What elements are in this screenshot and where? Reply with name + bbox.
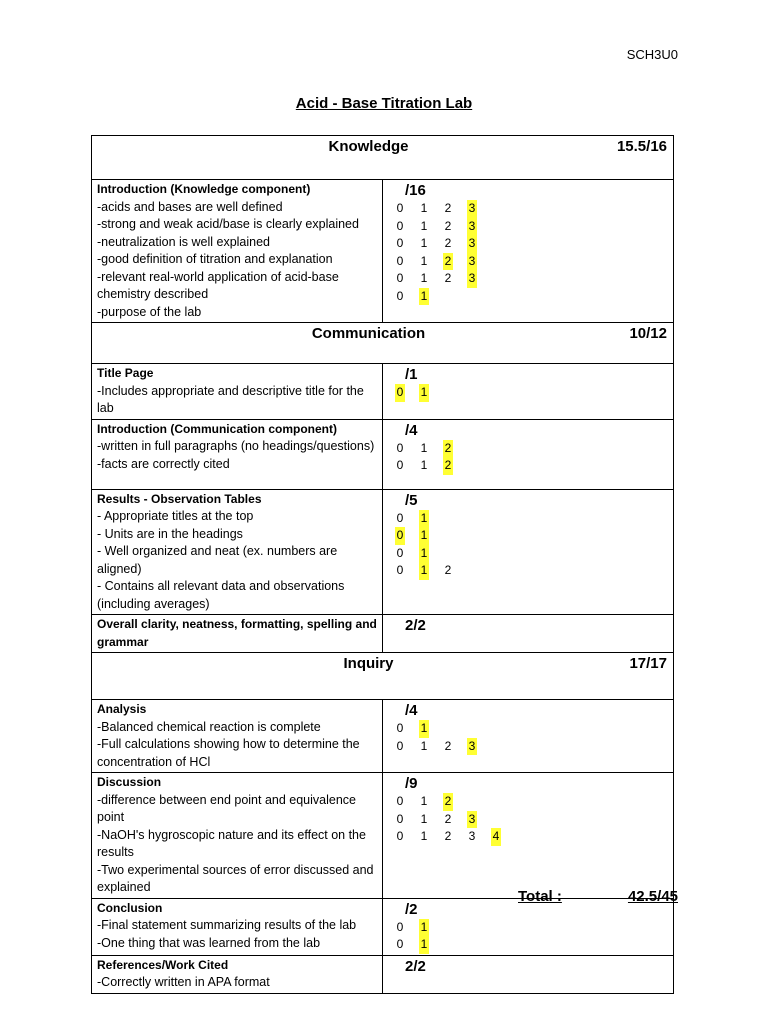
score-scale (383, 545, 673, 563)
score-option: 1 (420, 829, 428, 843)
criterion-item: -good definition of titration and explanation (97, 252, 333, 266)
score-scale (383, 793, 673, 811)
score-option: 1 (420, 440, 428, 455)
score-option: 2 (444, 218, 452, 233)
score-option: 3 (467, 270, 477, 288)
criterion-max-score: /16 (405, 182, 426, 199)
criterion-heading: Analysis (97, 702, 147, 716)
score-scale (383, 936, 673, 954)
score-scale (383, 457, 673, 475)
score-option: 2 (443, 457, 453, 475)
criterion-row (92, 700, 674, 773)
score-scale (383, 288, 673, 306)
score-option: 0 (396, 201, 404, 215)
score-option: 1 (419, 936, 429, 954)
criterion-item: -Final statement summarizing results of the lab (97, 918, 357, 932)
section-name: Knowledge (328, 138, 409, 155)
score-option: 3 (467, 235, 477, 253)
score-option: 0 (396, 794, 404, 808)
criterion-heading: Results - Observation Tables (97, 491, 262, 506)
criterion-item: -Correctly written in APA format (97, 975, 270, 989)
score-option: 1 (420, 738, 428, 753)
score-scale (383, 384, 673, 402)
score-option: 3 (468, 829, 476, 843)
score-scale (383, 720, 673, 738)
score-scale (383, 235, 673, 253)
score-option: 0 (396, 271, 404, 285)
score-option: 0 (396, 829, 404, 843)
criterion-heading: Title Page (97, 366, 154, 380)
criterion-row (92, 898, 674, 955)
score-option: 3 (467, 218, 477, 236)
score-scale (383, 828, 673, 846)
score-option: 3 (467, 253, 477, 271)
score-option: 1 (419, 527, 429, 545)
score-option: 0 (396, 545, 404, 560)
score-option: 4 (491, 828, 501, 846)
criterion-item: -neutralization is well explained (97, 234, 271, 249)
score-option: 0 (396, 253, 404, 268)
score-option: 2 (444, 271, 452, 285)
score-option: 1 (419, 510, 429, 528)
criterion-row (92, 773, 674, 899)
score-option: 3 (467, 811, 477, 829)
score-scale (383, 510, 673, 528)
score-option: 2 (444, 563, 452, 577)
criterion-item: -Balanced chemical reaction is complete (97, 719, 321, 734)
criterion-item: -relevant real-world application of acid-base chemistry described (97, 269, 339, 301)
criterion-item: -purpose of the lab (97, 304, 202, 319)
score-option: 0 (396, 563, 404, 577)
score-option: 0 (396, 440, 404, 455)
score-option: 1 (419, 720, 429, 738)
score-option: 1 (420, 218, 428, 233)
criterion-max-score: 2/2 (405, 617, 426, 634)
section-score: 15.5/16 (616, 138, 667, 155)
score-option: 2 (444, 201, 452, 215)
criterion-item: -strong and weak acid/base is clearly explained (97, 217, 359, 231)
score-option: 2 (444, 829, 452, 843)
score-scale (383, 738, 673, 756)
score-option: 2 (443, 440, 453, 458)
score-scale (383, 919, 673, 937)
score-option: 2 (444, 236, 452, 250)
criterion-row (92, 615, 674, 653)
score-option: 0 (396, 458, 404, 472)
criterion-item: - Well organized and neat (ex. numbers are aligned) (97, 544, 338, 576)
criterion-max-score: /5 (405, 491, 418, 509)
course-code: SCH3U0 (626, 47, 678, 62)
score-option: 0 (396, 236, 404, 250)
score-scale (383, 527, 673, 545)
score-option: 1 (420, 201, 428, 215)
criterion-max-score: /4 (405, 702, 418, 719)
criterion-item: -facts are correctly cited (97, 456, 230, 471)
score-option: 1 (419, 545, 429, 563)
score-option: 3 (467, 738, 477, 756)
score-option: 1 (419, 288, 429, 306)
criterion-item: -Includes appropriate and descriptive title for the lab (97, 383, 364, 415)
criterion-item: -NaOH's hygroscopic nature and its effect on the results (97, 827, 366, 859)
score-scale (383, 253, 673, 271)
criterion-item: - Contains all relevant data and observations (including averages) (97, 579, 345, 611)
score-option: 0 (396, 937, 404, 951)
criterion-row (92, 180, 674, 323)
section-score: 10/12 (629, 325, 667, 342)
score-option: 0 (396, 721, 404, 735)
criterion-item: -difference between end point and equivalence point (97, 792, 356, 824)
criterion-max-score: /9 (405, 775, 418, 792)
score-scale (383, 811, 673, 829)
score-option: 0 (396, 738, 404, 753)
criterion-heading: Introduction (Knowledge component) (97, 182, 311, 196)
score-option: 3 (467, 200, 477, 218)
section-score: 17/17 (629, 655, 667, 672)
criterion-item: -Two experimental sources of error discussed and explained (97, 862, 374, 894)
page-title: Acid - Base Titration Lab (295, 95, 473, 112)
criterion-heading: Introduction (Communication component) (97, 421, 337, 436)
criterion-item: -written in full paragraphs (no headings/questions) (97, 439, 375, 453)
criterion-row (92, 489, 674, 615)
score-option: 1 (420, 458, 428, 472)
total-label: Total : (518, 888, 562, 905)
score-option: 2 (444, 738, 452, 753)
score-option: 0 (395, 527, 405, 545)
score-option: 2 (443, 253, 453, 271)
score-option: 1 (419, 562, 429, 580)
score-scale (383, 270, 673, 288)
score-option: 1 (419, 384, 429, 402)
score-option: 0 (396, 510, 404, 525)
criterion-row (92, 364, 674, 420)
section-name: Inquiry (343, 655, 394, 672)
criterion-item: - Units are in the headings (97, 526, 243, 541)
criterion-max-score: /2 (405, 900, 418, 918)
score-scale (383, 440, 673, 458)
score-option: 1 (420, 794, 428, 808)
criterion-row (92, 955, 674, 993)
rubric-table (91, 135, 674, 994)
score-option: 2 (444, 811, 452, 826)
score-option: 0 (396, 218, 404, 233)
criterion-max-score: /4 (405, 421, 418, 439)
criterion-item: -Full calculations showing how to determine the concentration of HCl (97, 737, 360, 769)
score-scale (383, 200, 673, 218)
score-scale (383, 218, 673, 236)
score-option: 2 (443, 793, 453, 811)
criterion-heading: Overall clarity, neatness, formatting, spelling and grammar (97, 617, 377, 649)
score-option: 1 (420, 236, 428, 250)
criterion-item: -acids and bases are well defined (97, 199, 283, 214)
score-option: 1 (420, 271, 428, 285)
score-option: 1 (420, 253, 428, 268)
score-option: 0 (396, 811, 404, 826)
score-option: 0 (396, 919, 404, 934)
criterion-heading: References/Work Cited (97, 957, 229, 972)
score-option: 0 (395, 384, 405, 402)
score-scale (383, 562, 673, 580)
score-option: 0 (396, 288, 404, 303)
criterion-heading: Discussion (97, 775, 162, 789)
criterion-item: - Appropriate titles at the top (97, 509, 254, 523)
criterion-max-score: /1 (405, 366, 418, 383)
score-option: 1 (419, 919, 429, 937)
score-option: 1 (420, 811, 428, 826)
criterion-item: -One thing that was learned from the lab (97, 935, 321, 950)
criterion-heading: Conclusion (97, 900, 163, 915)
criterion-max-score: 2/2 (405, 957, 426, 975)
section-name: Communication (311, 325, 426, 342)
criterion-row (92, 419, 674, 489)
total-value: 42.5/45 (627, 888, 678, 905)
